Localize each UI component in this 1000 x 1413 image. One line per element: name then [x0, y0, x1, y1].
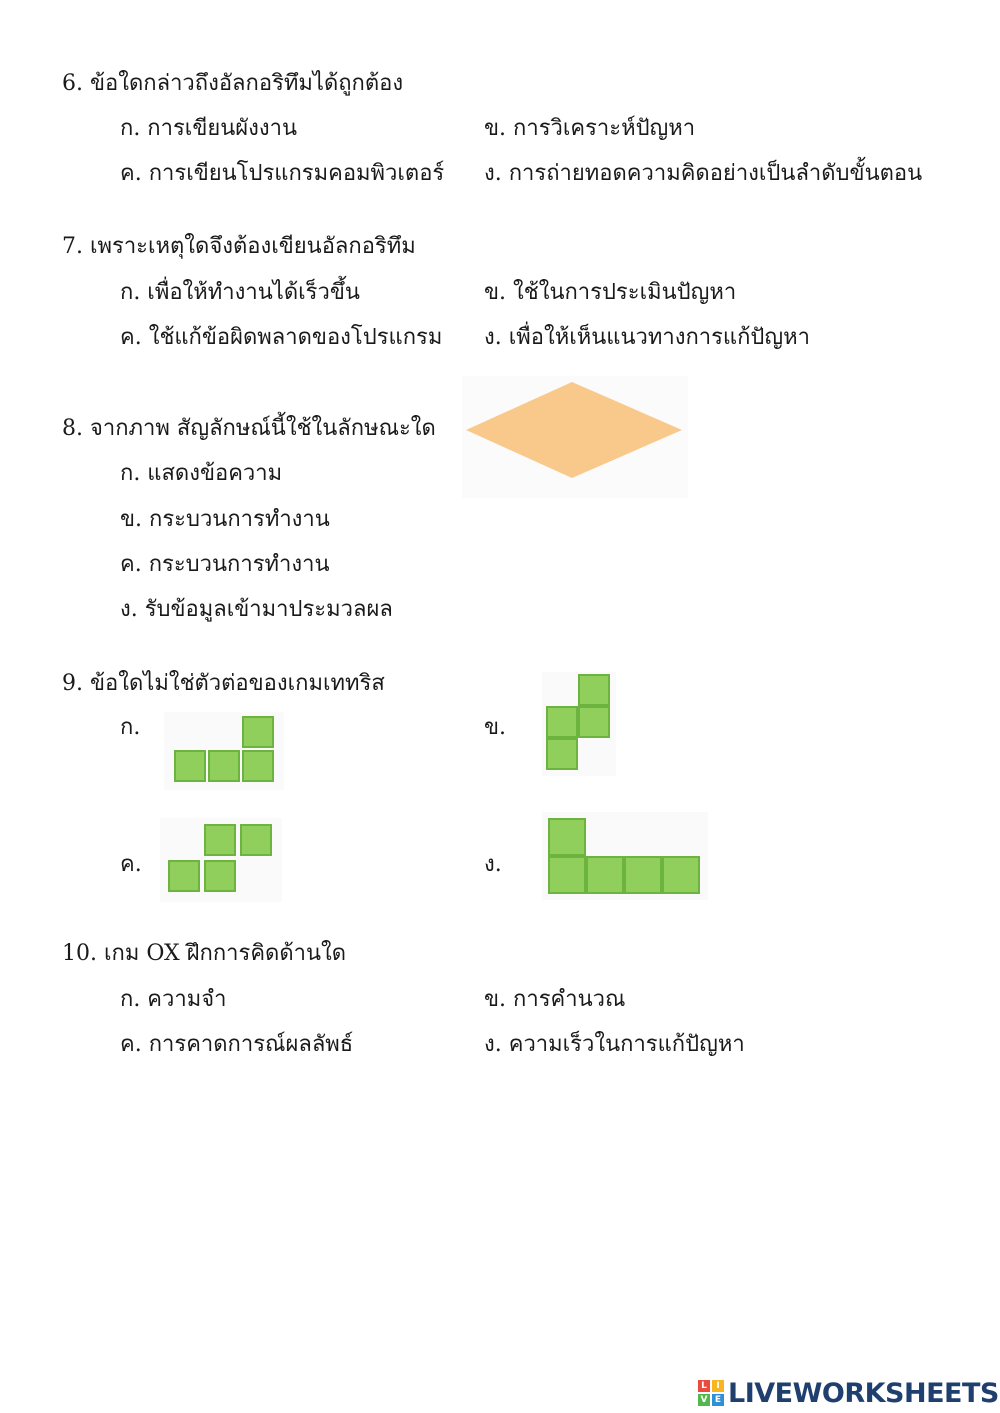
tetris-cell — [578, 674, 610, 706]
q9-option-a-label[interactable]: ก. — [120, 715, 141, 740]
tetris-cell — [240, 824, 272, 856]
tetris-cell — [208, 750, 240, 782]
q6-option-d[interactable]: ง. การถ่ายทอดความคิดอย่างเป็นลำดับขั้นตอน — [484, 161, 923, 186]
q7-option-d[interactable]: ง. เพื่อให้เห็นแนวทางการแก้ปัญหา — [484, 325, 810, 350]
tetris-cell — [204, 824, 236, 856]
tetris-piece-l[interactable] — [164, 712, 284, 790]
q7-option-a[interactable]: ก. เพื่อให้ทำงานได้เร็วขึ้น — [120, 280, 360, 305]
decision-diamond — [466, 382, 682, 478]
tetris-cell — [624, 856, 662, 894]
q6-option-b[interactable]: ข. การวิเคราะห์ปัญหา — [484, 116, 696, 141]
question-6: 6. ข้อใดกล่าวถึงอัลกอริทึมได้ถูกต้อง — [62, 71, 404, 96]
q8-option-d[interactable]: ง. รับข้อมูลเข้ามาประมวลผล — [120, 597, 393, 622]
q9-option-d-label[interactable]: ง. — [484, 852, 502, 877]
q7-option-b[interactable]: ข. ใช้ในการประเมินปัญหา — [484, 280, 737, 305]
tetris-cell — [204, 860, 236, 892]
question-10: 10. เกม OX ฝึกการคิดด้านใด — [62, 941, 347, 966]
q8-option-c[interactable]: ค. กระบวนการทำงาน — [120, 552, 330, 577]
tetris-cell — [662, 856, 700, 894]
tetris-cell — [586, 856, 624, 894]
q8-option-b[interactable]: ข. กระบวนการทำงาน — [120, 507, 330, 532]
q9-option-c-label[interactable]: ค. — [120, 852, 142, 877]
logo-mark-icon: L I V E — [698, 1380, 724, 1406]
q6-option-a[interactable]: ก. การเขียนผังงาน — [120, 116, 298, 141]
q6-option-c[interactable]: ค. การเขียนโปรแกรมคอมพิวเตอร์ — [120, 161, 445, 186]
q7-option-c[interactable]: ค. ใช้แก้ข้อผิดพลาดของโปรแกรม — [120, 325, 443, 350]
tetris-cell — [168, 860, 200, 892]
question-8: 8. จากภาพ สัญลักษณ์นี้ใช้ในลักษณะใด — [62, 416, 436, 441]
question-9: 9. ข้อใดไม่ใช่ตัวต่อของเกมเททริส — [62, 671, 385, 696]
q8-option-a[interactable]: ก. แสดงข้อความ — [120, 461, 283, 486]
question-7: 7. เพราะเหตุใดจึงต้องเขียนอัลกอริทึม — [62, 234, 416, 259]
q9-option-b-label[interactable]: ข. — [484, 715, 507, 740]
tetris-piece-s-vertical[interactable] — [542, 672, 616, 776]
liveworksheets-logo — [698, 1378, 999, 1408]
q10-option-a[interactable]: ก. ความจำ — [120, 987, 227, 1012]
decision-symbol-image — [462, 376, 688, 498]
tetris-cell — [546, 706, 578, 738]
tetris-piece-j-long[interactable] — [542, 812, 708, 900]
tetris-cell — [174, 750, 206, 782]
logo-text: LIVEWORKSHEETS — [728, 1377, 999, 1409]
tetris-cell — [548, 856, 586, 894]
tetris-cell — [548, 818, 586, 856]
q10-option-b[interactable]: ข. การคำนวณ — [484, 987, 626, 1012]
q10-option-c[interactable]: ค. การคาดการณ์ผลลัพธ์ — [120, 1032, 354, 1057]
q10-option-d[interactable]: ง. ความเร็วในการแก้ปัญหา — [484, 1032, 745, 1057]
tetris-cell — [242, 750, 274, 782]
tetris-cell — [546, 738, 578, 770]
tetris-cell — [578, 706, 610, 738]
tetris-piece-s[interactable] — [160, 818, 282, 902]
tetris-cell — [242, 716, 274, 748]
